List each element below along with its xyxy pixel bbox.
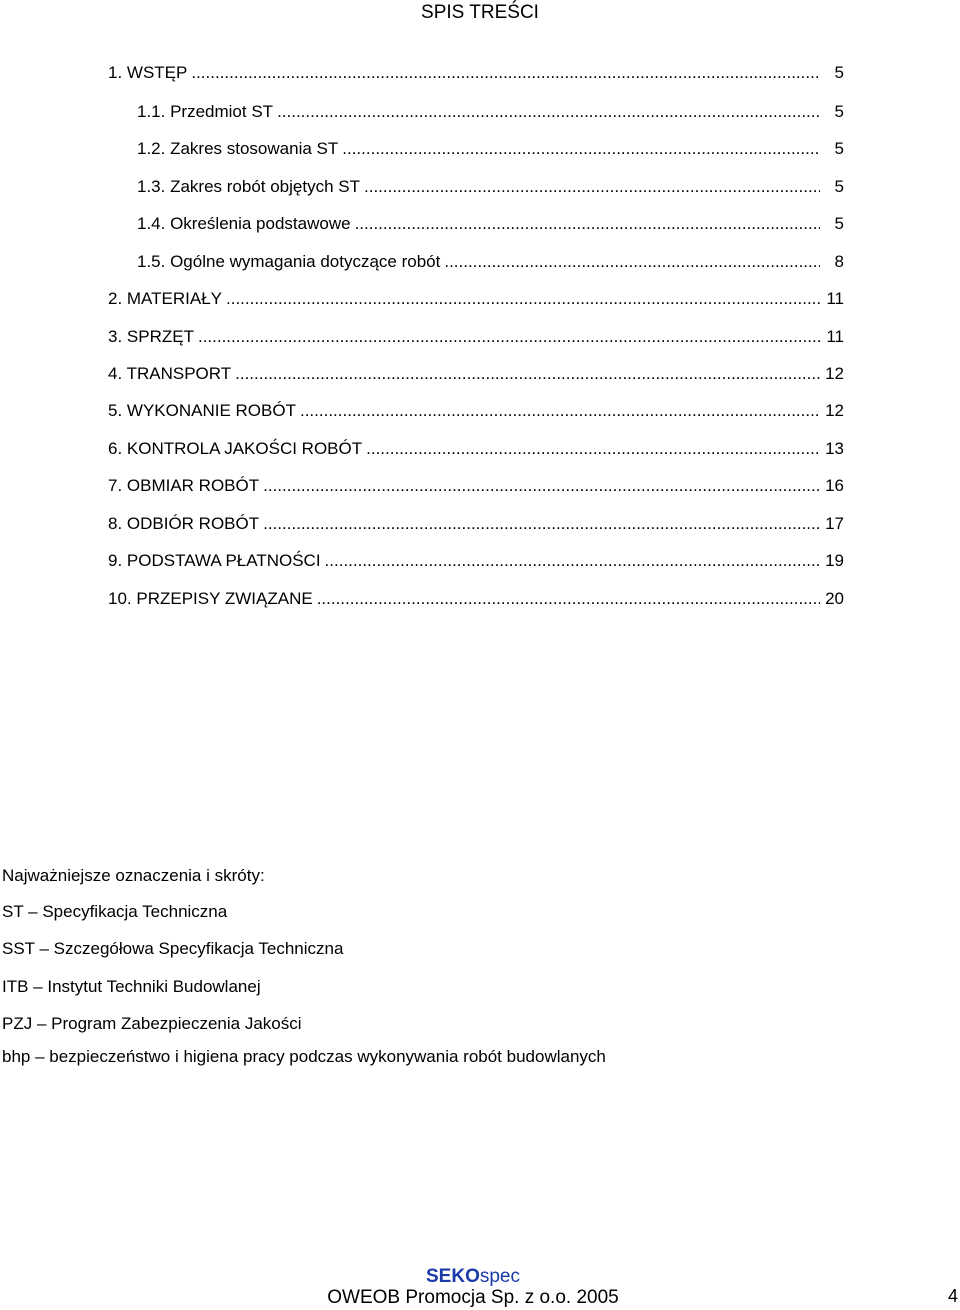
toc-leader	[191, 61, 820, 85]
toc-leader	[277, 100, 820, 124]
toc-entry-label: 4. TRANSPORT	[108, 364, 232, 383]
toc-entry-label: 1.4. Określenia podstawowe	[137, 214, 351, 233]
toc-entry-page: 5	[834, 214, 844, 233]
page-number: 4	[947, 1286, 958, 1306]
toc-entry-label: 1.1. Przedmiot ST	[137, 102, 274, 121]
toc-entry-page: 12	[825, 401, 844, 420]
toc-leader	[263, 512, 820, 536]
toc-entry[interactable]	[108, 287, 844, 311]
toc-leader	[444, 250, 820, 274]
toc-entry[interactable]	[137, 137, 844, 161]
toc-entry[interactable]	[137, 212, 844, 236]
abbreviation-item: SST – Szczegółowa Specyfikacja Techniczna	[2, 939, 344, 958]
toc-entry-label: 2. MATERIAŁY	[108, 289, 222, 308]
toc-entry[interactable]	[137, 250, 844, 274]
toc-entry-page: 8	[834, 252, 844, 271]
toc-entry-page: 5	[834, 139, 844, 158]
toc-entry[interactable]	[108, 437, 844, 461]
toc-entry[interactable]	[108, 549, 844, 573]
toc-entry-page: 12	[825, 364, 844, 383]
toc-leader	[263, 474, 820, 498]
toc-entry-page: 5	[834, 177, 844, 196]
toc-leader	[364, 175, 820, 199]
toc-entry-page: 20	[825, 589, 844, 608]
toc-entry[interactable]	[108, 61, 844, 85]
abbreviations-heading: Najważniejsze oznaczenia i skróty:	[2, 866, 265, 885]
abbreviation-item: bhp – bezpieczeństwo i higiena pracy podczas wykonywania robót budowlanych	[2, 1047, 606, 1066]
toc-entry-label: 7. OBMIAR ROBÓT	[108, 476, 260, 495]
toc-entry-page: 13	[825, 439, 844, 458]
toc-entry-label: 3. SPRZĘT	[108, 327, 194, 346]
page-title: SPIS TREŚCI	[421, 2, 539, 23]
toc-leader	[366, 437, 820, 461]
toc-entry-label: 1.3. Zakres robót objętych ST	[137, 177, 360, 196]
toc-leader	[317, 587, 820, 611]
abbreviation-item: PZJ – Program Zabezpieczenia Jakości	[2, 1014, 302, 1033]
toc-entry[interactable]	[108, 325, 844, 349]
logo-part-bold: SEKO	[426, 1266, 480, 1287]
abbreviation-item: ST – Specyfikacja Techniczna	[2, 902, 228, 921]
toc-entry[interactable]	[108, 512, 844, 536]
toc-leader	[325, 549, 820, 573]
toc-entry[interactable]	[108, 362, 844, 386]
toc-entry[interactable]	[137, 100, 844, 124]
company-logo	[0, 1266, 946, 1288]
toc-leader	[300, 399, 820, 423]
toc-entry-label: 1.5. Ogólne wymagania dotyczące robót	[137, 252, 441, 271]
toc-entry-page: 11	[826, 327, 844, 346]
toc-entry-page: 5	[834, 102, 844, 121]
abbreviation-item: ITB – Instytut Techniki Budowlanej	[2, 977, 261, 996]
toc-entry-label: 9. PODSTAWA PŁATNOŚCI	[108, 551, 321, 570]
toc-leader	[198, 325, 820, 349]
toc-entry-label: 5. WYKONANIE ROBÓT	[108, 401, 296, 420]
toc-leader	[226, 287, 820, 311]
toc-entry[interactable]	[108, 474, 844, 498]
toc-entry-page: 16	[825, 476, 844, 495]
toc-entry-label: 10. PRZEPISY ZWIĄZANE	[108, 589, 313, 608]
toc-leader	[355, 212, 820, 236]
toc-entry-label: 1.2. Zakres stosowania ST	[137, 139, 339, 158]
toc-entry-page: 11	[826, 289, 844, 308]
toc-leader	[342, 137, 820, 161]
toc-entry-page: 19	[825, 551, 844, 570]
logo-part-light: spec	[479, 1266, 520, 1287]
toc-entry[interactable]	[108, 587, 844, 611]
toc-entry[interactable]	[137, 175, 844, 199]
toc-entry[interactable]	[108, 399, 844, 423]
toc-leader	[235, 362, 820, 386]
toc-entry-label: 6. KONTROLA JAKOŚCI ROBÓT	[108, 439, 363, 458]
toc-entry-label: 8. ODBIÓR ROBÓT	[108, 514, 260, 533]
footer-company: OWEOB Promocja Sp. z o.o. 2005	[327, 1287, 619, 1308]
toc-entry-page: 5	[834, 63, 844, 82]
toc-entry-label: 1. WSTĘP	[108, 63, 188, 82]
toc-entry-page: 17	[825, 514, 844, 533]
